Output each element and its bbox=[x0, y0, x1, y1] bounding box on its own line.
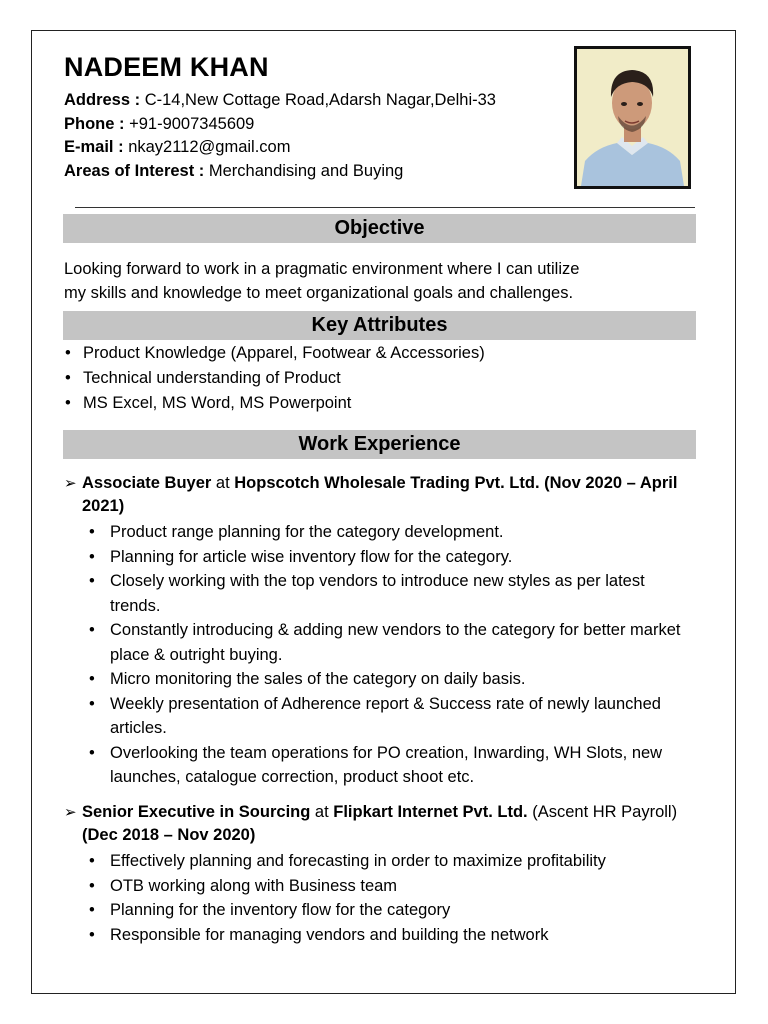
email-value: nkay2112@gmail.com bbox=[128, 138, 291, 156]
list-item: • Constantly introducing & adding new vendors to the category for better market place & outright buying. bbox=[64, 618, 694, 667]
job-company: Flipkart Internet Pvt. Ltd. bbox=[333, 803, 528, 821]
address-label: Address : bbox=[64, 91, 141, 109]
list-item: • Product range planning for the category development. bbox=[64, 520, 694, 545]
profile-photo-drawing bbox=[577, 49, 688, 186]
email-row bbox=[64, 136, 496, 160]
interest-value: Merchandising and Buying bbox=[208, 161, 404, 180]
job-duties-list bbox=[64, 520, 694, 790]
list-item: • Planning for the inventory flow for the category bbox=[64, 898, 694, 923]
job-dates: (Dec 2018 – Nov 2020) bbox=[82, 826, 256, 844]
arrow-bullet-icon: ➢ bbox=[64, 475, 77, 492]
phone-label: Phone : bbox=[64, 114, 125, 133]
phone-row bbox=[64, 113, 496, 137]
job-title-line bbox=[64, 472, 694, 518]
list-item: • Planning for article wise inventory flow for the category. bbox=[64, 545, 694, 570]
interest-label: Areas of Interest : bbox=[64, 161, 205, 180]
job-at: at bbox=[215, 474, 230, 492]
job-company: Hopscotch Wholesale Trading Pvt. Ltd. (Nov 2020 – April 2021) bbox=[82, 474, 678, 515]
list-item: • Product Knowledge (Apparel, Footwear & Accessories) bbox=[64, 341, 485, 366]
objective-line-2: my skills and knowledge to meet organizational goals and challenges. bbox=[64, 284, 574, 302]
contact-block bbox=[64, 89, 496, 183]
job-duties-list bbox=[64, 849, 694, 947]
job-title-line bbox=[64, 801, 694, 847]
job-flipkart bbox=[64, 801, 694, 947]
list-item: • Weekly presentation of Adherence report & Success rate of newly launched articles. bbox=[64, 692, 694, 741]
profile-photo bbox=[574, 46, 691, 189]
key-attributes-list bbox=[64, 341, 485, 416]
list-item: • Closely working with the top vendors to introduce new styles as per latest trends. bbox=[64, 569, 694, 618]
list-item: • Overlooking the team operations for PO creation, Inwarding, WH Slots, new launches, catalogue correction, product shoot etc. bbox=[64, 741, 694, 790]
arrow-bullet-icon: ➢ bbox=[64, 804, 77, 821]
email-label: E-mail : bbox=[64, 138, 124, 156]
phone-value: +91-9007345609 bbox=[129, 114, 255, 133]
job-at: at bbox=[314, 803, 329, 821]
job-payroll-note: (Ascent HR Payroll) bbox=[532, 803, 678, 821]
address-row bbox=[64, 89, 496, 113]
list-item: • Micro monitoring the sales of the category on daily basis. bbox=[64, 667, 694, 692]
list-item: • OTB working along with Business team bbox=[64, 874, 694, 899]
key-attributes-heading: Key Attributes bbox=[63, 311, 696, 340]
header-divider bbox=[75, 207, 695, 208]
objective-text bbox=[64, 257, 694, 305]
list-item: • Effectively planning and forecasting in order to maximize profitability bbox=[64, 849, 694, 874]
work-experience-heading: Work Experience bbox=[63, 430, 696, 459]
objective-line-1: Looking forward to work in a pragmatic environment where I can utilize bbox=[64, 260, 580, 278]
job-hopscotch bbox=[64, 472, 694, 790]
address-value: C-14,New Cottage Road,Adarsh Nagar,Delhi-33 bbox=[144, 91, 496, 109]
job-role: Associate Buyer bbox=[82, 474, 212, 492]
candidate-name: NADEEM KHAN bbox=[64, 52, 269, 82]
list-item: • MS Excel, MS Word, MS Powerpoint bbox=[64, 391, 485, 416]
list-item: • Technical understanding of Product bbox=[64, 366, 485, 391]
objective-heading: Objective bbox=[63, 214, 696, 243]
interest-row bbox=[64, 160, 496, 184]
list-item: • Responsible for managing vendors and building the network bbox=[64, 923, 694, 948]
job-role: Senior Executive in Sourcing bbox=[82, 803, 311, 821]
